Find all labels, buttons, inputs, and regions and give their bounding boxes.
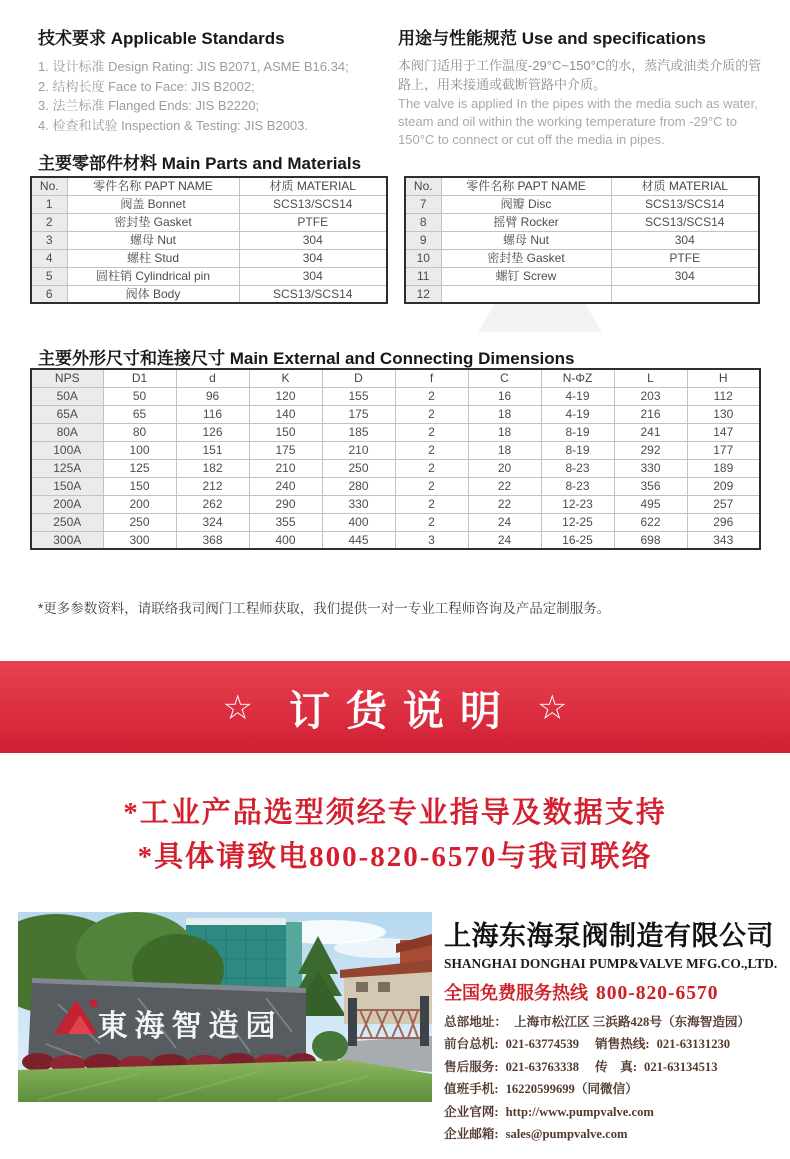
table-cell: 18 xyxy=(468,405,541,423)
table-cell: 177 xyxy=(687,441,760,459)
table-cell: 3 xyxy=(395,531,468,549)
table-cell: 182 xyxy=(176,459,249,477)
factory-photo xyxy=(18,912,432,1102)
table-cell: 10 xyxy=(405,249,441,267)
table-row xyxy=(31,531,760,549)
contact-value: 16220599699（同微信） xyxy=(505,1082,638,1097)
table-cell: 2 xyxy=(395,459,468,477)
table-cell: PTFE xyxy=(611,249,759,267)
table-cell: 112 xyxy=(687,387,760,405)
header-row xyxy=(405,177,759,195)
table-cell: 2 xyxy=(395,477,468,495)
contact-label: 前台总机: xyxy=(444,1037,499,1052)
contact-line xyxy=(444,1078,790,1100)
table-cell: 147 xyxy=(687,423,760,441)
contact-label: 传 真: xyxy=(595,1059,638,1074)
order-banner-title: 订货说明 xyxy=(289,687,517,734)
column-header: No. xyxy=(31,177,67,195)
table-cell: 3 xyxy=(31,231,67,249)
table-cell: 12 xyxy=(405,285,441,303)
table-row xyxy=(405,213,759,231)
table-cell xyxy=(441,285,611,303)
hotline-number: 800-820-6570 xyxy=(596,983,719,1004)
table-cell: 螺柱 Stud xyxy=(67,249,239,267)
contact-line xyxy=(444,1056,790,1078)
use-spec-section xyxy=(398,24,772,149)
column-header: 零件名称 PAPT NAME xyxy=(67,177,239,195)
table-cell: 250 xyxy=(103,513,176,531)
table-cell: 368 xyxy=(176,531,249,549)
table-cell: 50A xyxy=(31,387,103,405)
table-cell: 11 xyxy=(405,267,441,285)
table-cell: 8-19 xyxy=(541,441,614,459)
table-cell: 24 xyxy=(468,531,541,549)
contact-value: 021-63131230 xyxy=(656,1037,731,1052)
dimensions-title: 主要外形尺寸和连接尺寸 Main External and Connecting Dimensions xyxy=(38,349,575,368)
table-cell: 65 xyxy=(103,405,176,423)
table-cell: 304 xyxy=(611,231,759,249)
table-cell: 80 xyxy=(103,423,176,441)
table-row xyxy=(31,459,760,477)
table-cell: 209 xyxy=(687,477,760,495)
table-cell: 圆柱销 Cylindrical pin xyxy=(67,267,239,285)
table-cell: 250 xyxy=(322,459,395,477)
contact-line xyxy=(444,1101,790,1123)
table-cell: 200A xyxy=(31,495,103,513)
order-note: *具体请致电800-820-6570与我司联络 xyxy=(137,841,653,873)
table-cell: 250A xyxy=(31,513,103,531)
table-cell: 126 xyxy=(176,423,249,441)
table-cell: 257 xyxy=(687,495,760,513)
standards-item: 4. 检查和试验 Inspection & Testing: JIS B2003. xyxy=(38,117,308,133)
column-header: L xyxy=(614,369,687,387)
table-cell: 16-25 xyxy=(541,531,614,549)
table-cell: 12-23 xyxy=(541,495,614,513)
company-name: 上海东海泵阀制造有限公司 xyxy=(444,921,774,951)
table-cell: 116 xyxy=(176,405,249,423)
table-cell: 185 xyxy=(322,423,395,441)
contact-value: 021-63134513 xyxy=(644,1059,718,1074)
column-header: 材质 MATERIAL xyxy=(239,177,387,195)
table-row xyxy=(31,387,760,405)
table-row xyxy=(31,213,387,231)
table-cell: 100A xyxy=(31,441,103,459)
table-cell: 2 xyxy=(395,495,468,513)
company-name-en: SHANGHAI DONGHAI PUMP&VALVE MFG.CO.,LTD. xyxy=(444,956,778,971)
column-header: 材质 MATERIAL xyxy=(611,177,759,195)
table-cell: 螺钉 Screw xyxy=(441,267,611,285)
table-cell: PTFE xyxy=(239,213,387,231)
column-header: d xyxy=(176,369,249,387)
table-row xyxy=(31,249,387,267)
table-cell: 400 xyxy=(322,513,395,531)
table-row xyxy=(405,285,759,303)
contact-value: 上海市松江区 三浜路428号（东海智造园） xyxy=(513,1015,751,1029)
table-cell: 241 xyxy=(614,423,687,441)
order-notes xyxy=(0,791,790,879)
table-cell: 65A xyxy=(31,405,103,423)
header-row xyxy=(31,177,387,195)
parts-title: 主要零部件材料 Main Parts and Materials xyxy=(38,154,362,173)
table-cell: 2 xyxy=(395,423,468,441)
table-cell: 330 xyxy=(614,459,687,477)
table-cell: SCS13/SCS14 xyxy=(611,213,759,231)
table-row xyxy=(31,285,387,303)
table-cell: 296 xyxy=(687,513,760,531)
table-cell: 280 xyxy=(322,477,395,495)
table-cell: 495 xyxy=(614,495,687,513)
table-row xyxy=(405,195,759,213)
standards-item: 1. 设计标准 Design Rating: JIS B2071, ASME B16.34; xyxy=(38,59,349,74)
table-cell: 262 xyxy=(176,495,249,513)
table-cell: 12-25 xyxy=(541,513,614,531)
table-cell: 445 xyxy=(322,531,395,549)
use-spec-body-zh: 本阀门适用于工作温度-29°C~150°C的水，蒸汽或油类介质的管路上，用来接通或截断管路中介质。 xyxy=(398,58,762,92)
table-cell: 螺母 Nut xyxy=(441,231,611,249)
use-spec-body-en: The valve is applied In the pipes with the media such as water, steam and oil within the working temperature from -29°C to 150°C to connect or cut off the media in pipes. xyxy=(398,96,758,147)
table-row xyxy=(31,267,387,285)
table-cell: 150 xyxy=(103,477,176,495)
table-cell: 阀瓣 Disc xyxy=(441,195,611,213)
table-cell: 螺母 Nut xyxy=(67,231,239,249)
standards-section xyxy=(38,24,390,135)
table-cell: 355 xyxy=(249,513,322,531)
column-header: D xyxy=(322,369,395,387)
star-icon: ☆ xyxy=(222,689,253,727)
table-cell: 130 xyxy=(687,405,760,423)
contact-value: 021-63763338 xyxy=(505,1059,580,1074)
table-cell: 216 xyxy=(614,405,687,423)
contact-label: 企业邮箱: xyxy=(444,1127,499,1142)
table-row xyxy=(31,195,387,213)
table-cell: 96 xyxy=(176,387,249,405)
table-cell: 304 xyxy=(239,249,387,267)
table-cell: 9 xyxy=(405,231,441,249)
table-cell: 698 xyxy=(614,531,687,549)
table-cell: 125 xyxy=(103,459,176,477)
table-row xyxy=(31,405,760,423)
table-cell: 8-23 xyxy=(541,477,614,495)
parts-table-right xyxy=(404,176,760,304)
table-cell: 120 xyxy=(249,387,322,405)
table-cell: 300 xyxy=(103,531,176,549)
table-row xyxy=(31,513,760,531)
table-cell: 4-19 xyxy=(541,387,614,405)
table-cell: 16 xyxy=(468,387,541,405)
contact-label: 总部地址： xyxy=(444,1015,507,1029)
table-cell: 125A xyxy=(31,459,103,477)
table-cell: 50 xyxy=(103,387,176,405)
hotline xyxy=(444,979,790,1005)
order-note: *工业产品选型须经专业指导及数据支持 xyxy=(123,797,667,829)
table-row xyxy=(405,249,759,267)
table-row xyxy=(31,231,387,249)
table-cell: 151 xyxy=(176,441,249,459)
table-cell: SCS13/SCS14 xyxy=(239,285,387,303)
table-cell: 100 xyxy=(103,441,176,459)
table-cell: 密封垫 Gasket xyxy=(67,213,239,231)
table-cell: 摇臂 Rocker xyxy=(441,213,611,231)
column-header: No. xyxy=(405,177,441,195)
table-cell: 4 xyxy=(31,249,67,267)
table-cell: 阀体 Body xyxy=(67,285,239,303)
column-header: C xyxy=(468,369,541,387)
table-cell: 6 xyxy=(31,285,67,303)
table-cell: 304 xyxy=(239,267,387,285)
column-header: D1 xyxy=(103,369,176,387)
table-cell: 304 xyxy=(611,267,759,285)
parts-table-left xyxy=(30,176,388,304)
table-cell: 210 xyxy=(322,441,395,459)
table-cell: 330 xyxy=(322,495,395,513)
dimensions-table xyxy=(30,368,761,550)
table-cell: 阀盖 Bonnet xyxy=(67,195,239,213)
table-cell: 2 xyxy=(395,441,468,459)
table-cell: 155 xyxy=(322,387,395,405)
factory-sign-text: 東海智造园 xyxy=(97,1010,283,1043)
use-spec-title: 用途与性能规范 Use and specifications xyxy=(398,29,706,48)
table-cell: 400 xyxy=(249,531,322,549)
table-cell: 密封垫 Gasket xyxy=(441,249,611,267)
standards-list xyxy=(38,57,390,135)
contact-value: sales@pumpvalve.com xyxy=(505,1127,628,1142)
contact-value: 021-63774539 xyxy=(505,1037,580,1052)
table-cell: 175 xyxy=(249,441,322,459)
standards-item: 2. 结构长度 Face to Face: JIS B2002; xyxy=(38,78,255,94)
table-cell: 343 xyxy=(687,531,760,549)
column-header: K xyxy=(249,369,322,387)
table-cell: 203 xyxy=(614,387,687,405)
table-cell: 22 xyxy=(468,477,541,495)
order-banner xyxy=(0,661,790,753)
table-cell: 292 xyxy=(614,441,687,459)
table-cell: 175 xyxy=(322,405,395,423)
table-cell: 356 xyxy=(614,477,687,495)
table-cell: 8-19 xyxy=(541,423,614,441)
table-cell: 200 xyxy=(103,495,176,513)
column-header: H xyxy=(687,369,760,387)
table-cell: 150 xyxy=(249,423,322,441)
table-cell: 7 xyxy=(405,195,441,213)
hotline-label: 全国免费服务热线 xyxy=(444,983,588,1003)
table-cell: 2 xyxy=(31,213,67,231)
table-cell: 240 xyxy=(249,477,322,495)
company-info xyxy=(444,914,790,1145)
table-cell: 8 xyxy=(405,213,441,231)
contact-list xyxy=(444,1011,790,1145)
table-cell: 304 xyxy=(239,231,387,249)
column-header: f xyxy=(395,369,468,387)
contact-label: 销售热线: xyxy=(595,1037,650,1052)
table-row xyxy=(405,231,759,249)
table-cell: 324 xyxy=(176,513,249,531)
table-row xyxy=(31,477,760,495)
column-header: N-ΦZ xyxy=(541,369,614,387)
table-cell: 4-19 xyxy=(541,405,614,423)
footnote: *更多参数资料，请联络我司阀门工程师获取，我们提供一对一专业工程师咨询及产品定制服务。 xyxy=(38,601,611,616)
table-row xyxy=(31,441,760,459)
table-cell: 18 xyxy=(468,441,541,459)
table-cell: 22 xyxy=(468,495,541,513)
table-row xyxy=(405,267,759,285)
table-cell: SCS13/SCS14 xyxy=(611,195,759,213)
table-cell: 290 xyxy=(249,495,322,513)
table-row xyxy=(31,495,760,513)
table-row xyxy=(31,423,760,441)
contact-label: 售后服务: xyxy=(444,1059,499,1074)
table-cell: 5 xyxy=(31,267,67,285)
table-cell: SCS13/SCS14 xyxy=(239,195,387,213)
table-cell: 2 xyxy=(395,405,468,423)
table-cell: 622 xyxy=(614,513,687,531)
sign-wall xyxy=(28,978,306,1064)
contact-label: 值班手机: xyxy=(444,1082,499,1097)
table-cell: 8-23 xyxy=(541,459,614,477)
star-icon: ☆ xyxy=(537,689,568,727)
contact-line xyxy=(444,1033,790,1055)
contact-line xyxy=(444,1011,790,1033)
column-header: 零件名称 PAPT NAME xyxy=(441,177,611,195)
header-row xyxy=(31,369,760,387)
table-cell: 24 xyxy=(468,513,541,531)
table-cell: 189 xyxy=(687,459,760,477)
table-cell: 2 xyxy=(395,513,468,531)
table-cell: 150A xyxy=(31,477,103,495)
table-cell xyxy=(611,285,759,303)
table-cell: 18 xyxy=(468,423,541,441)
table-cell: 80A xyxy=(31,423,103,441)
table-cell: 210 xyxy=(249,459,322,477)
contact-line xyxy=(444,1123,790,1145)
table-cell: 212 xyxy=(176,477,249,495)
column-header: NPS xyxy=(31,369,103,387)
table-cell: 1 xyxy=(31,195,67,213)
table-cell: 2 xyxy=(395,387,468,405)
standards-title: 技术要求 Applicable Standards xyxy=(38,29,285,48)
table-cell: 300A xyxy=(31,531,103,549)
contact-value: http://www.pumpvalve.com xyxy=(505,1104,654,1119)
table-cell: 20 xyxy=(468,459,541,477)
standards-item: 3. 法兰标准 Flanged Ends: JIS B2220; xyxy=(38,98,260,113)
contact-label: 企业官网: xyxy=(444,1104,499,1119)
table-cell: 140 xyxy=(249,405,322,423)
